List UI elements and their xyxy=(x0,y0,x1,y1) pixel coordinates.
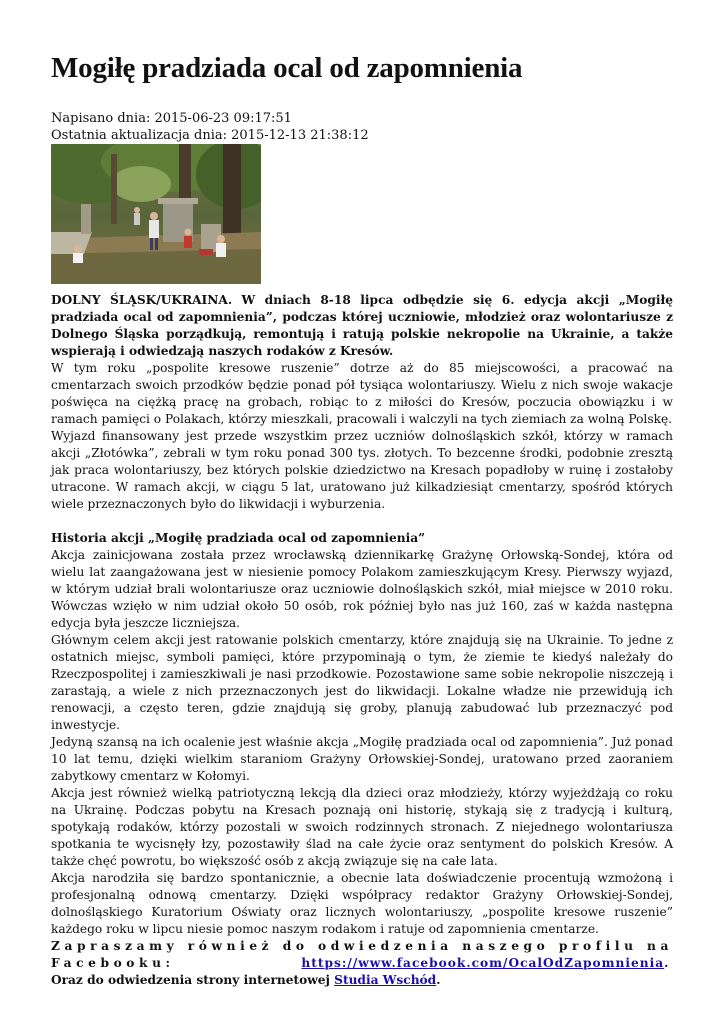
punctuation: . xyxy=(436,973,441,987)
facebook-link[interactable]: https://www.facebook.com/OcalOdZapomnienia xyxy=(301,956,665,970)
article-body xyxy=(51,292,673,989)
facebook-invite xyxy=(51,938,673,972)
paragraph: W tym roku „pospolite kresowe ruszenie” dotrze aż do 85 miejscowości, a pracować na cmentarzach swoich przodków będzie ponad pół tysiąca wolontariuszy. Wielu z nich swoje wakacje poświęca na ciężką pracę na grobach, robiąc to z miłości do Kresów, poczucia obowiązku i w ramach pamięci o Polakach, którzy mieszkali, pracowali i walczyli na tych ziemiach za wolną Polskę. xyxy=(51,361,673,426)
page-title: Mogiłę pradziada ocal od zapomnienia xyxy=(51,52,523,84)
paragraph: Jedyną szansą na ich ocalenie jest właśnie akcja „Mogiłę pradziada ocal od zapomnienia”. Już ponad 10 lat temu, dzięki wielkim staraniom Grażyny Orłowskiej-Sondej, uratowano przed zaoraniem zabytkowy cmentarz w Kołomyi. xyxy=(51,735,673,783)
website-invite xyxy=(51,972,673,989)
studia-wschod-link[interactable]: Studia Wschód xyxy=(334,973,437,987)
updated-date: Ostatnia aktualizacja dnia: 2015-12-13 21:38:12 xyxy=(51,128,369,143)
section-heading: Historia akcji „Mogiłę pradziada ocal od zapomnienia” xyxy=(51,531,426,545)
paragraph: Głównym celem akcji jest ratowanie polskich cmentarzy, które znajdują się na Ukrainie. To jedne z ostatnich miejsc, symboli pamięci, które przypominają o tym, że ziemie te kiedyś należały do Rzeczpospolitej i zamieszkiwali je nasi przodkowie. Pozostawione same sobie nekropolie niszczeją i zarastają, a wiele z nich przeznaczonych jest do likwidacji. Lokalne władze nie przewidują ich renowacji, a często teren, gdzie znajdują się groby, planują zabudować lub przeznaczyć pod inwestycje. xyxy=(51,633,673,732)
facebook-invite-text: Zapraszamy również do odwiedzenia naszego profilu na Facebooku: xyxy=(51,939,673,970)
paragraph: Akcja narodziła się bardzo spontanicznie, a obecnie lata doświadczenie procentują wzmożoną i profesjonalną odnową cmentarzy. Dzięki współpracy redaktor Grażyny Orłowskiej-Sondej, dolnośląskiego Kuratorium Oświaty oraz licznych wolontariuszy, „pospolite kresowe ruszenie” każdego roku w lipcu niesie pomoc naszym rodakom i ratuje od zapomnienia cmentarze. xyxy=(51,871,673,936)
cemetery-photo xyxy=(51,144,261,284)
published-date: Napisano dnia: 2015-06-23 09:17:51 xyxy=(51,111,292,126)
article-meta xyxy=(51,110,369,144)
lead-paragraph: DOLNY ŚLĄSK/UKRAINA. W dniach 8-18 lipca odbędzie się 6. edycja akcji „Mogiłę pradziada ocal od zapomnienia”, podczas której uczniowie, młodzież oraz wolontariusze z Dolnego Śląska porządkują, remontują i ratują polskie nekropolie na Ukrainie, a także wspierają i odwiedzają naszych rodaków z Kresów. xyxy=(51,293,673,358)
paragraph: Akcja jest również wielką patriotyczną lekcją dla dzieci oraz młodzieży, którzy wyjeżdżają co roku na Ukrainę. Podczas pobytu na Kresach poznają oni historię, stykają się z tradycją i kulturą, spotykają rodaków, którzy pozostali w swoich rodzinnych stronach. Z niejednego wolontariusza spotkania te wycisnęły łzy, pozostawiły ślad na całe życie oraz sentyment do polskich Kresów. A także chęć powrotu, bo większość osób z akcją związuje się na całe lata. xyxy=(51,786,673,868)
punctuation: . xyxy=(664,956,673,970)
website-invite-text: Oraz do odwiedzenia strony internetowej xyxy=(51,973,335,987)
paragraph: Wyjazd finansowany jest przede wszystkim przez uczniów dolnośląskich szkół, którzy w ramach akcji „Złotówka”, zebrali w tym roku ponad 300 tys. złotych. To bezcenne środki, podobnie zresztą jak praca wolontariuszy, bez których polskie dziedzictwo na Kresach popadłoby w ruinę i zostałoby utracone. W ramach akcji, w ciągu 5 lat, uratowano już kilkadziesiąt cmentarzy, spośród których wiele przeznaczonych było do likwidacji i wyburzenia. xyxy=(51,429,673,511)
paragraph: Akcja zainicjowana została przez wrocławską dziennikarkę Grażynę Orłowską-Sondej, która od wielu lat zaangażowana jest w niesienie pomocy Polakom zamieszkującym Kresy. Pierwszy wyjazd, w którym udział brali wolontariusze oraz uczniowie dolnośląskich szkół, miał miejsce w 2010 roku. Wówczas wzięło w nim udział około 50 osób, rok później było nas już 160, zaś w każda następna edycja była jeszcze liczniejsza. xyxy=(51,548,673,630)
